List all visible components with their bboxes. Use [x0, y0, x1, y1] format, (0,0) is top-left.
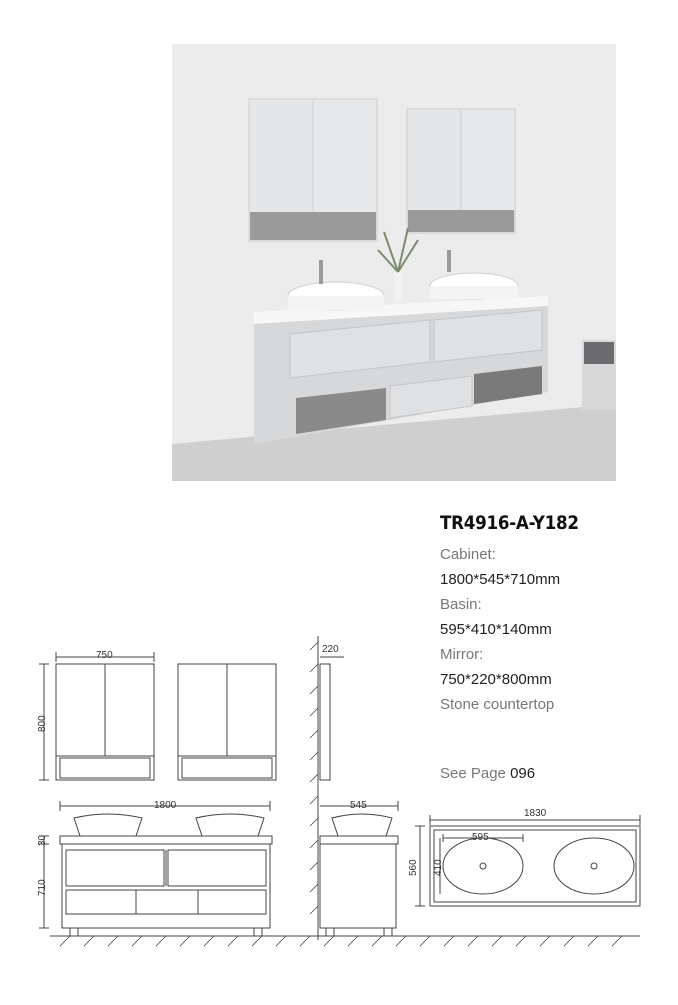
see-page-number: 096: [510, 765, 536, 782]
cabinet-label: Cabinet:: [440, 546, 496, 563]
dim-mirror-depth: 220: [322, 644, 339, 655]
dim-mirror-height: 800: [37, 715, 48, 732]
mirror-label: Mirror:: [440, 646, 484, 663]
product-photo: [172, 44, 616, 481]
see-page-label: See Page: [440, 765, 506, 782]
dim-basin-depth: 410: [433, 859, 444, 876]
dim-cabinet-width: 1800: [154, 800, 177, 811]
basin-label: Basin:: [440, 596, 482, 613]
dim-countertop-thickness: 30: [37, 834, 48, 846]
dim-top-depth: 560: [408, 859, 419, 876]
dim-mirror-width: 750: [96, 650, 113, 661]
technical-drawing: [0, 620, 678, 1000]
countertop-text: Stone countertop: [440, 696, 555, 713]
dim-top-width: 1830: [524, 808, 547, 819]
mirror-value: 750*220*800mm: [440, 671, 552, 688]
dim-cabinet-height: 710: [37, 879, 48, 896]
dim-basin-width: 595: [472, 832, 489, 843]
model-number: TR4916-A-Y182: [440, 512, 579, 534]
dim-cabinet-depth: 545: [350, 800, 367, 811]
basin-value: 595*410*140mm: [440, 621, 552, 638]
cabinet-value: 1800*545*710mm: [440, 571, 561, 588]
